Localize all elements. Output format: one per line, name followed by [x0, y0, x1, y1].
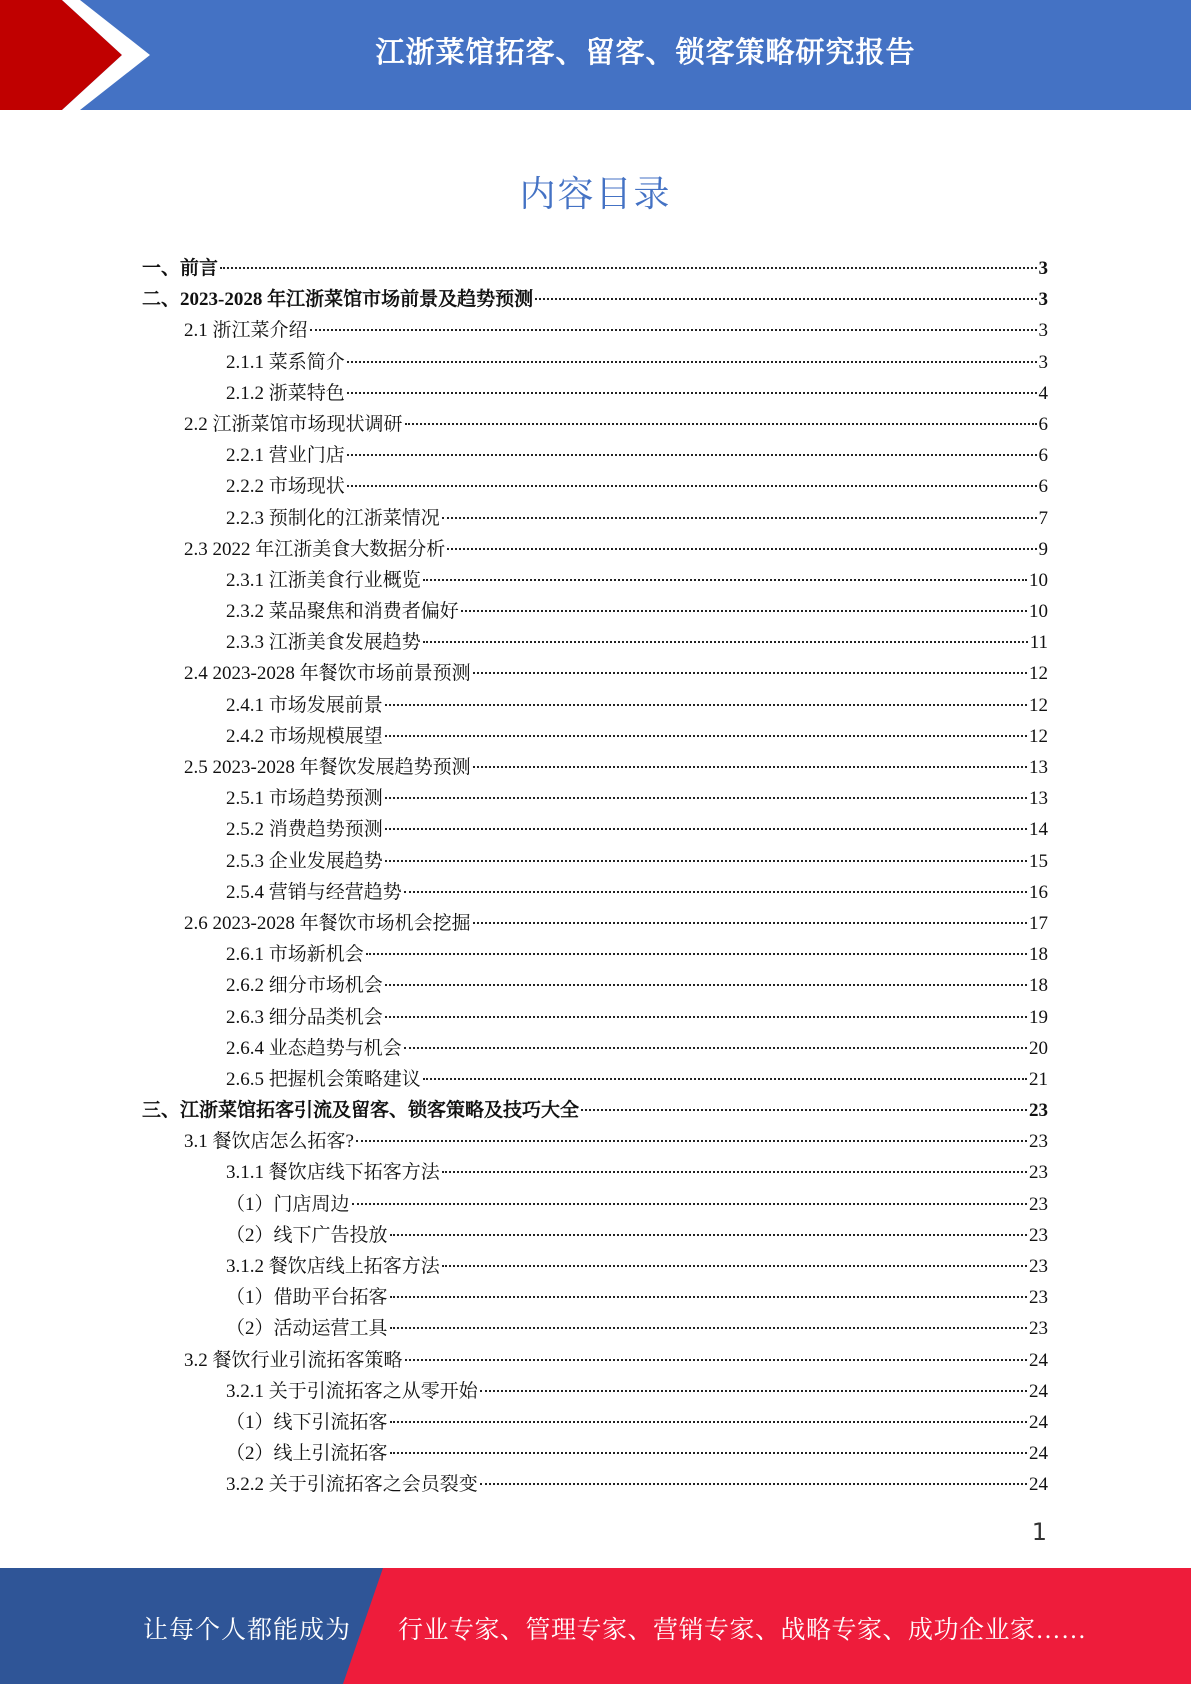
toc-entry-page: 23 — [1029, 1162, 1048, 1184]
toc-entry-page: 12 — [1029, 663, 1048, 685]
toc-dot-leader — [390, 1327, 1027, 1329]
toc-entry[interactable] — [142, 908, 1048, 939]
toc-entry-page: 12 — [1029, 694, 1048, 716]
toc-entry[interactable] — [142, 1345, 1048, 1376]
toc-dot-leader — [385, 735, 1027, 737]
toc-entry[interactable] — [142, 409, 1048, 440]
toc-entry[interactable] — [142, 1189, 1048, 1220]
toc-dot-leader — [347, 485, 1037, 487]
toc-entry-page: 17 — [1029, 912, 1048, 934]
toc-entry[interactable] — [142, 1313, 1048, 1344]
toc-entry[interactable] — [142, 1469, 1048, 1500]
toc-entry-label: 三、江浙菜馆拓客引流及留客、锁客策略及技巧大全 — [142, 1100, 580, 1122]
toc-entry[interactable] — [142, 565, 1048, 596]
toc-dot-leader — [480, 1390, 1027, 1392]
toc-entry-label: 2.3.3 江浙美食发展趋势 — [226, 632, 421, 654]
toc-dot-leader — [310, 329, 1037, 331]
toc-entry[interactable] — [142, 1251, 1048, 1282]
table-of-contents — [142, 253, 1048, 1501]
toc-entry-page: 3 — [1038, 351, 1048, 373]
toc-entry[interactable] — [142, 627, 1048, 658]
toc-entry-page: 13 — [1029, 788, 1048, 810]
report-title: 江浙菜馆拓客、留客、锁客策略研究报告 — [375, 35, 916, 69]
toc-dot-leader — [581, 1109, 1027, 1111]
toc-entry[interactable] — [142, 1376, 1048, 1407]
toc-entry[interactable] — [142, 721, 1048, 752]
toc-dot-leader — [442, 1265, 1027, 1267]
toc-dot-leader — [447, 548, 1036, 550]
toc-entry[interactable] — [142, 534, 1048, 565]
toc-entry-label: 2.5.2 消费趋势预测 — [226, 819, 383, 841]
toc-entry[interactable] — [142, 814, 1048, 845]
toc-dot-leader — [366, 953, 1027, 955]
toc-entry-label: 2.2.3 预制化的江浙菜情况 — [226, 507, 440, 529]
toc-entry[interactable] — [142, 690, 1048, 721]
toc-entry-page: 18 — [1029, 975, 1048, 997]
toc-entry-page: 6 — [1038, 445, 1048, 467]
toc-entry-page: 7 — [1038, 507, 1048, 529]
toc-entry-label: 2.1 浙江菜介绍 — [184, 320, 308, 342]
toc-entry-label: 二、2023-2028 年江浙菜馆市场前景及趋势预测 — [142, 289, 534, 311]
toc-dot-leader — [390, 1296, 1027, 1298]
toc-entry-label: 3.2 餐饮行业引流拓客策略 — [184, 1349, 403, 1371]
page-header — [0, 0, 1191, 110]
toc-entry-page: 3 — [1038, 289, 1048, 311]
toc-entry-label: 2.2.2 市场现状 — [226, 476, 345, 498]
toc-entry-label: 3.2.1 关于引流拓客之从零开始 — [226, 1380, 478, 1402]
toc-dot-leader — [390, 1234, 1027, 1236]
toc-entry[interactable] — [142, 253, 1048, 284]
toc-entry[interactable] — [142, 970, 1048, 1001]
toc-dot-leader — [442, 1171, 1027, 1173]
toc-dot-leader — [385, 704, 1027, 706]
toc-entry-label: 3.1.1 餐饮店线下拓客方法 — [226, 1162, 440, 1184]
toc-entry[interactable] — [142, 1002, 1048, 1033]
toc-heading: 内容目录 — [519, 174, 672, 215]
toc-entry-label: 2.6.5 把握机会策略建议 — [226, 1068, 421, 1090]
toc-entry[interactable] — [142, 1438, 1048, 1469]
toc-entry-page: 24 — [1029, 1411, 1048, 1433]
toc-entry[interactable] — [142, 877, 1048, 908]
toc-entry-label: 2.2 江浙菜馆市场现状调研 — [184, 413, 403, 435]
toc-entry-label: （1）借助平台拓客 — [226, 1287, 388, 1309]
toc-entry-label: 2.3 2022 年江浙美食大数据分析 — [184, 538, 446, 560]
toc-entry-page: 24 — [1029, 1349, 1048, 1371]
toc-entry-label: 3.2.2 关于引流拓客之会员裂变 — [226, 1474, 478, 1496]
toc-entry-label: 一、前言 — [142, 258, 219, 279]
toc-dot-leader — [405, 423, 1037, 425]
toc-entry[interactable] — [142, 347, 1048, 378]
toc-dot-leader — [535, 298, 1036, 300]
toc-entry[interactable] — [142, 939, 1048, 970]
toc-entry[interactable] — [142, 658, 1048, 689]
toc-entry-label: 2.4.1 市场发展前景 — [226, 694, 383, 716]
toc-entry-page: 23 — [1029, 1131, 1048, 1153]
footer-slogan-right: 行业专家、管理专家、营销专家、战略专家、成功企业家…… — [398, 1617, 1087, 1644]
toc-entry-label: （2）活动运营工具 — [226, 1318, 388, 1340]
toc-dot-leader — [390, 1452, 1027, 1454]
toc-entry-label: 2.2.1 营业门店 — [226, 445, 345, 467]
toc-dot-leader — [347, 392, 1037, 394]
toc-dot-leader — [385, 1016, 1027, 1018]
toc-dot-leader — [423, 579, 1027, 581]
toc-entry-page: 12 — [1029, 725, 1048, 747]
toc-entry-page: 23 — [1029, 1318, 1048, 1340]
toc-entry-label: 2.5.3 企业发展趋势 — [226, 850, 383, 872]
toc-entry-page: 10 — [1029, 601, 1048, 623]
toc-entry-page: 6 — [1038, 413, 1048, 435]
toc-entry[interactable] — [142, 378, 1048, 409]
toc-dot-leader — [356, 1140, 1027, 1142]
toc-entry-page: 15 — [1029, 850, 1048, 872]
toc-entry-label: （2）线下广告投放 — [226, 1224, 388, 1246]
toc-entry-label: 2.6 2023-2028 年餐饮市场机会挖掘 — [184, 912, 471, 934]
toc-entry[interactable] — [142, 1282, 1048, 1313]
toc-dot-leader — [385, 860, 1027, 862]
toc-entry[interactable] — [142, 783, 1048, 814]
toc-dot-leader — [404, 891, 1027, 893]
page-number: 1 — [1031, 1518, 1047, 1546]
toc-entry-label: （2）线上引流拓客 — [226, 1443, 388, 1465]
toc-entry[interactable] — [142, 1064, 1048, 1095]
toc-entry-page: 11 — [1029, 632, 1048, 654]
toc-entry-label: 2.5.1 市场趋势预测 — [226, 788, 383, 810]
toc-dot-leader — [461, 610, 1027, 612]
toc-entry[interactable] — [142, 315, 1048, 346]
toc-entry[interactable] — [142, 846, 1048, 877]
toc-entry-label: 2.3.1 江浙美食行业概览 — [226, 569, 421, 591]
toc-dot-leader — [404, 1047, 1027, 1049]
toc-dot-leader — [423, 1078, 1027, 1080]
toc-entry[interactable] — [142, 1407, 1048, 1438]
toc-entry-page: 23 — [1029, 1256, 1048, 1277]
toc-entry-label: （1）线下引流拓客 — [226, 1411, 388, 1433]
toc-dot-leader — [473, 922, 1027, 924]
toc-entry-label: 2.6.1 市场新机会 — [226, 944, 364, 966]
toc-dot-leader — [347, 454, 1037, 456]
toc-entry-page: 13 — [1029, 757, 1048, 778]
footer-slogan-left: 让每个人都能成为 — [143, 1617, 352, 1644]
toc-entry-page: 3 — [1038, 320, 1048, 342]
toc-dot-leader — [385, 984, 1027, 986]
toc-entry-page: 9 — [1038, 538, 1048, 560]
toc-entry-page: 6 — [1038, 476, 1048, 498]
toc-entry-page: 20 — [1029, 1037, 1048, 1059]
toc-entry[interactable] — [142, 440, 1048, 471]
toc-dot-leader — [385, 828, 1027, 830]
toc-entry-label: 2.6.2 细分市场机会 — [226, 975, 383, 997]
toc-entry-label: 2.3.2 菜品聚焦和消费者偏好 — [226, 601, 459, 623]
toc-entry-label: 2.6.3 细分品类机会 — [226, 1006, 383, 1028]
toc-entry-page: 24 — [1029, 1380, 1048, 1402]
toc-entry-label: 2.5.4 营销与经营趋势 — [226, 881, 402, 903]
toc-entry-page: 19 — [1029, 1006, 1048, 1028]
toc-entry-page: 23 — [1029, 1193, 1048, 1215]
toc-dot-leader — [473, 766, 1027, 768]
toc-entry-page: 4 — [1038, 382, 1048, 404]
toc-dot-leader — [473, 672, 1027, 674]
toc-entry-page: 18 — [1029, 944, 1048, 966]
toc-dot-leader — [480, 1483, 1027, 1485]
toc-entry-label: 2.1.1 菜系简介 — [226, 351, 345, 373]
toc-dot-leader — [390, 1421, 1027, 1423]
toc-entry-page: 23 — [1029, 1287, 1048, 1309]
toc-dot-leader — [442, 517, 1037, 519]
toc-entry-page: 16 — [1029, 881, 1048, 903]
toc-entry-label: 2.6.4 业态趋势与机会 — [226, 1037, 402, 1059]
toc-entry[interactable] — [142, 1095, 1048, 1126]
toc-entry[interactable] — [142, 1033, 1048, 1064]
toc-entry-page: 3 — [1038, 258, 1048, 279]
toc-dot-leader — [423, 641, 1028, 643]
toc-entry[interactable] — [142, 503, 1048, 534]
toc-entry-label: 2.4.2 市场规模展望 — [226, 725, 383, 747]
toc-dot-leader — [220, 267, 1036, 269]
toc-entry-label: 2.5 2023-2028 年餐饮发展趋势预测 — [184, 757, 471, 778]
toc-entry-page: 24 — [1029, 1443, 1048, 1465]
toc-dot-leader — [405, 1359, 1027, 1361]
toc-entry[interactable] — [142, 1220, 1048, 1251]
toc-dot-leader — [347, 361, 1037, 363]
toc-entry-page: 21 — [1029, 1068, 1048, 1090]
toc-entry-page: 24 — [1029, 1474, 1048, 1496]
toc-entry-page: 10 — [1029, 569, 1048, 591]
toc-entry-label: 2.4 2023-2028 年餐饮市场前景预测 — [184, 663, 471, 685]
toc-entry[interactable] — [142, 284, 1048, 315]
toc-entry-page: 23 — [1029, 1100, 1048, 1122]
toc-entry-page: 23 — [1029, 1224, 1048, 1246]
toc-entry-label: 3.1 餐饮店怎么拓客? — [184, 1131, 354, 1153]
toc-dot-leader — [352, 1203, 1027, 1205]
toc-entry[interactable] — [142, 471, 1048, 502]
toc-entry[interactable] — [142, 752, 1048, 783]
toc-entry[interactable] — [142, 1157, 1048, 1188]
page-footer — [0, 1568, 1191, 1684]
toc-entry-label: （1）门店周边 — [226, 1193, 350, 1215]
toc-entry-label: 2.1.2 浙菜特色 — [226, 382, 345, 404]
toc-entry[interactable] — [142, 596, 1048, 627]
toc-entry-label: 3.1.2 餐饮店线上拓客方法 — [226, 1256, 440, 1277]
toc-entry-page: 14 — [1029, 819, 1048, 841]
toc-entry[interactable] — [142, 1126, 1048, 1157]
toc-dot-leader — [385, 797, 1027, 799]
